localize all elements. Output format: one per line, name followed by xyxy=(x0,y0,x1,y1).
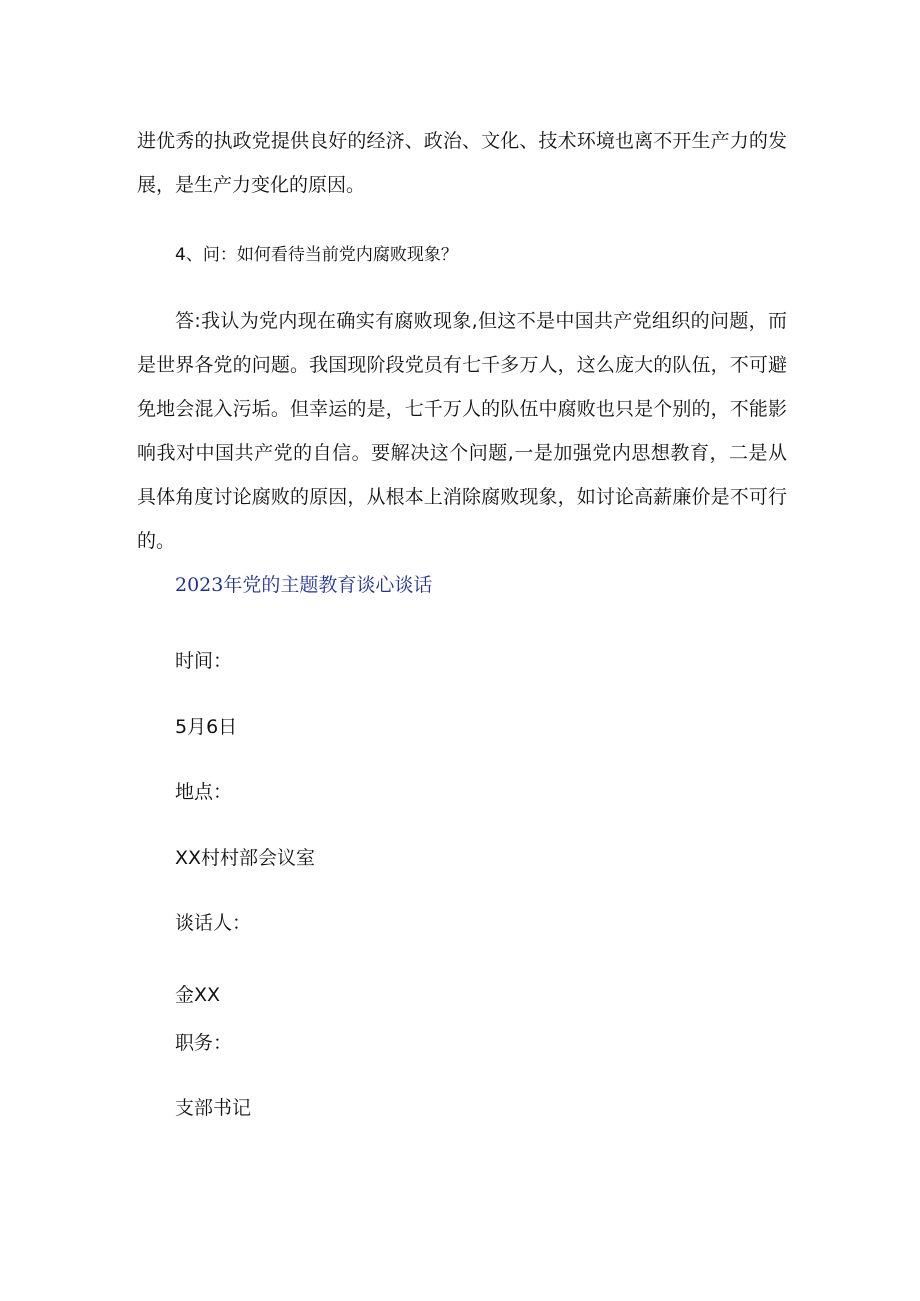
location-value: XX村村部会议室 xyxy=(175,847,316,869)
location-label: 地点： xyxy=(175,781,233,803)
speaker-label: 谈话人： xyxy=(175,912,252,934)
section-title: 2023年党的主题教育谈心谈话 xyxy=(175,574,433,596)
position-value: 支部书记 xyxy=(175,1097,252,1119)
time-label: 时间： xyxy=(175,650,233,672)
time-value: 5月6日 xyxy=(175,716,238,738)
position-label: 职务： xyxy=(175,1032,233,1054)
speaker-value: 金XX xyxy=(175,984,221,1006)
answer-paragraph: 答:我认为党内现在确实有腐败现象,但这不是中国共产党组织的问题，而是世界各党的问题。我国现阶段党员有七千多万人，这么庞大的队伍，不可避免地会混入污垢。但幸运的是，七千万人的队伍中腐败也只是个别的，不能影响我对中国共产党的自信。要解决这个问题,一是加强党内思想教育，二是从具体角度讨论腐败的原因，从根本上消除腐败现象，如讨论高薪廉价是不可行的。 xyxy=(137,310,787,552)
question-4: 4、问：如何看待当前党内腐败现象？ xyxy=(175,245,458,265)
intro-paragraph: 进优秀的执政党提供良好的经济、政治、文化、技术环境也离不开生产力的发展，是生产力变化的原因。 xyxy=(137,130,787,196)
